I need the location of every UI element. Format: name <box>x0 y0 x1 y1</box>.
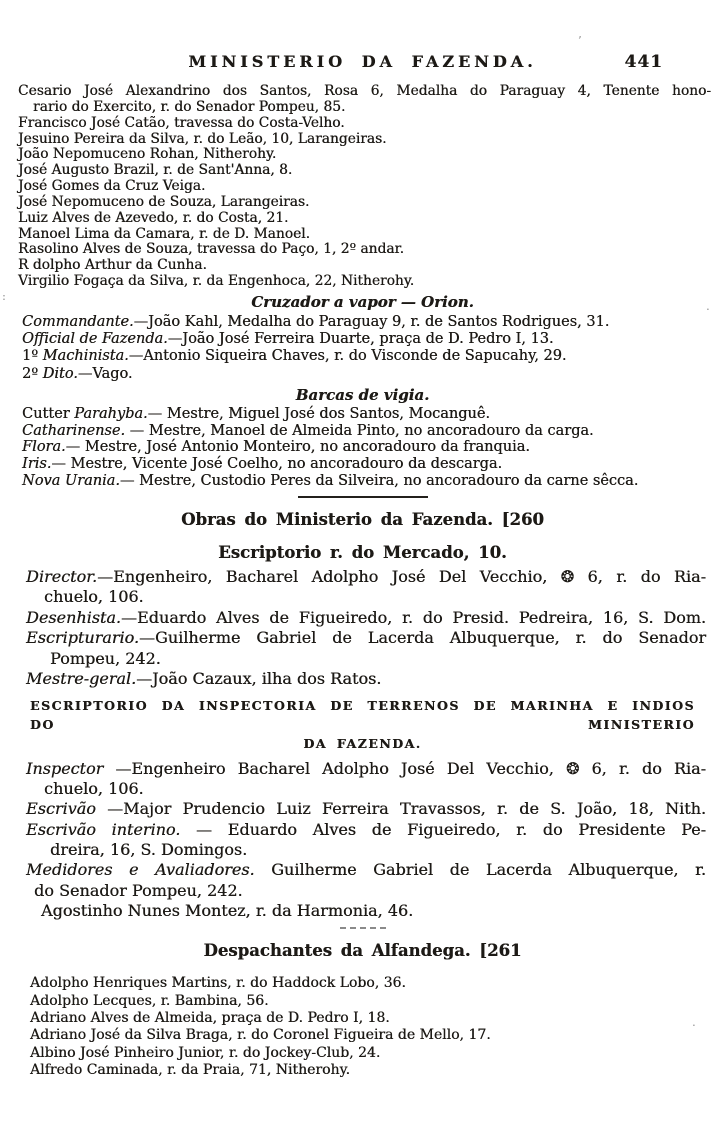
entry-role: Escrivão <box>26 799 108 819</box>
list-item <box>33 100 711 116</box>
list-item <box>30 1010 711 1027</box>
entry-boat-name: Nova Urania. <box>22 472 120 489</box>
entry-text: José Nepomuceno de Souza, Larangeiras. <box>18 193 310 210</box>
entry-text: — Mestre, Vicente José Coelho, no ancoradouro da descarga. <box>51 456 503 473</box>
functionaries-list <box>0 84 725 290</box>
entry-text: —Engenheiro, Bacharel Adolpho José Del Vecchio, ❂ 6, r. do Ria- <box>97 566 706 586</box>
list-item <box>26 860 706 880</box>
list-item <box>18 195 711 211</box>
page-number: 441 <box>624 52 663 72</box>
scan-artifact: : <box>2 290 6 303</box>
list-item <box>50 840 706 860</box>
list-item <box>18 258 711 274</box>
list-item <box>26 608 706 629</box>
entry-text: Albino José Pinheiro Junior, r. do Jockey-Club, 24. <box>30 1044 381 1061</box>
entry-role: Dito. <box>42 365 78 382</box>
list-item <box>22 406 711 423</box>
barcas-list <box>0 406 725 490</box>
list-item <box>18 211 711 227</box>
list-item <box>30 975 711 992</box>
entry-text: — Mestre, Custodio Peres da Silveira, no ancoradouro da carne sêcca. <box>119 472 639 489</box>
entry-text: Adriano Alves de Almeida, praça de D. Pedro I, 18. <box>30 1009 390 1026</box>
list-item <box>41 901 706 921</box>
entry-text: —Eduardo Alves de Figueiredo, r. do Presid. Pedreira, 16, S. Dom. <box>120 607 706 627</box>
list-item <box>22 439 711 456</box>
entry-text: José Augusto Brazil, r. de Sant'Anna, 8. <box>18 162 293 179</box>
list-item <box>44 587 706 608</box>
list-item <box>30 993 711 1010</box>
list-item <box>30 1062 711 1079</box>
scan-artifact: . <box>692 1016 696 1029</box>
entry-role: Official de Fazenda. <box>22 331 168 348</box>
entry-text: do Senador Pompeu, 242. <box>34 880 243 900</box>
entry-prefix: Cutter <box>22 405 75 422</box>
section-heading-despachantes: Despachantes da Alfandega. [261 <box>203 941 522 961</box>
list-item <box>30 1027 711 1044</box>
list-item <box>22 366 711 383</box>
list-item <box>18 163 711 179</box>
list-item <box>18 84 711 100</box>
list-item <box>18 227 711 243</box>
entry-role: Escripturario. <box>26 628 139 648</box>
heading-line: DA FAZENDA. <box>303 735 422 751</box>
entry-prefix: 2º <box>22 365 43 382</box>
list-item <box>26 820 706 840</box>
entry-role: Director. <box>26 566 98 586</box>
list-item <box>22 331 711 348</box>
entry-text: chuelo, 106. <box>44 779 144 799</box>
list-item <box>22 473 711 490</box>
inspectoria-list <box>0 759 725 921</box>
obras-list <box>0 567 725 690</box>
entry-text: Adriano José da Silva Braga, r. do Coronel Figueira de Mello, 17. <box>30 1027 491 1044</box>
entry-text: —Guilherme Gabriel de Lacerda Albuquerque, r. do Senador <box>138 628 706 648</box>
scan-artifact: ’ <box>578 34 582 47</box>
entry-text: — Mestre, Manoel de Almeida Pinto, no ancoradouro da carga. <box>125 422 594 439</box>
entry-text: Adolpho Henriques Martins, r. do Haddock Lobo, 36. <box>30 975 406 992</box>
entry-text: dreira, 16, S. Domingos. <box>50 839 248 859</box>
entry-text: Guilherme Gabriel de Lacerda Albuquerque, r. <box>254 860 706 880</box>
list-item <box>26 799 706 819</box>
entry-text: Rasolino Alves de Souza, travessa do Paço, 1, 2º andar. <box>18 241 404 258</box>
entry-text: chuelo, 106. <box>44 587 144 607</box>
list-item <box>18 116 711 132</box>
entry-text: —Antonio Siqueira Chaves, r. do Visconde de Sapucahy, 29. <box>128 348 567 365</box>
section-heading-cruzador: Cruzador a vapor — Orion. <box>251 292 474 311</box>
entry-boat-name: Parahyba. <box>74 405 148 422</box>
entry-text: R dolpho Arthur da Cunha. <box>18 257 207 274</box>
section-divider <box>298 496 428 498</box>
entry-text: Luiz Alves de Azevedo, r. do Costa, 21. <box>18 209 289 226</box>
entry-text: Alfredo Caminada, r. da Praia, 71, Nitherohy. <box>30 1062 350 1079</box>
entry-text: João Nepomuceno Rohan, Nitherohy. <box>18 146 277 163</box>
list-item <box>22 348 711 365</box>
entry-boat-name: Iris. <box>22 456 52 473</box>
list-item <box>22 314 711 331</box>
entry-text: — Mestre, Miguel José dos Santos, Mocanguê. <box>147 405 490 422</box>
list-item <box>22 423 711 440</box>
entry-boat-name: Flora. <box>22 439 66 456</box>
section-subheading-escriptorio: Escriptorio r. do Mercado, 10. <box>218 542 507 562</box>
section-heading-inspectoria <box>0 696 725 753</box>
entry-text: —João Kahl, Medalha do Paraguay 9, r. de Santos Rodrigues, 31. <box>133 313 610 330</box>
entry-text: Cesario José Alexandrino dos Santos, Rosa 6, Medalha do Paraguay 4, Tenente hono- <box>18 83 711 99</box>
entry-role: Desenhista. <box>26 607 121 627</box>
list-item <box>26 628 706 649</box>
running-head <box>0 52 725 74</box>
list-item <box>34 881 706 901</box>
entry-text: —Vago. <box>77 365 133 382</box>
scan-artifact: . <box>706 300 710 313</box>
entry-text: Jesuino Pereira da Silva, r. do Leão, 10, Larangeiras. <box>18 130 387 147</box>
list-item <box>26 669 706 690</box>
list-item <box>50 649 706 670</box>
entry-role: Inspector <box>26 758 116 778</box>
entry-role: Mestre-geral. <box>26 669 137 689</box>
entry-text: — Mestre, José Antonio Monteiro, no ancoradouro da franquia. <box>65 439 530 456</box>
list-item <box>44 779 706 799</box>
section-divider-dashed <box>340 927 386 929</box>
entry-text: Virgilio Fogaça da Silva, r. da Engenhoca, 22, Nitherohy. <box>18 273 415 290</box>
list-item <box>30 1045 711 1062</box>
entry-text: —João Cazaux, ilha dos Ratos. <box>136 669 382 689</box>
entry-boat-name: Catharinense. <box>22 422 126 439</box>
entry-text: Manoel Lima da Camara, r. de D. Manoel. <box>18 225 310 242</box>
list-item <box>18 147 711 163</box>
cruzador-list <box>0 314 725 383</box>
list-item <box>26 759 706 779</box>
despachantes-list <box>0 975 725 1079</box>
list-item <box>26 567 706 588</box>
list-item <box>22 456 711 473</box>
entry-role: Machinista. <box>42 348 129 365</box>
entry-role: Medidores e Avaliadores. <box>26 860 255 880</box>
section-heading-barcas: Barcas de vigia. <box>295 385 430 404</box>
entry-text: José Gomes da Cruz Veiga. <box>18 178 206 195</box>
entry-text: —João José Ferreira Duarte, praça de D. Pedro I, 13. <box>167 331 554 348</box>
list-item <box>18 242 711 258</box>
entry-text: —Major Prudencio Luiz Ferreira Travassos, r. de S. João, 18, Nith. <box>107 799 706 819</box>
entry-text: Agostinho Nunes Montez, r. da Harmonia, 46. <box>41 900 414 920</box>
page-title: MINISTERIO DA FAZENDA. <box>188 52 537 71</box>
entry-text: —Engenheiro Bacharel Adolpho José Del Vecchio, ❂ 6, r. do Ria- <box>115 758 706 778</box>
entry-text: Francisco José Catão, travessa do Costa-Velho. <box>18 114 345 131</box>
entry-role: Commandante. <box>22 313 134 330</box>
entry-text: Pompeu, 242. <box>50 648 161 668</box>
entry-text: rario do Exercito, r. do Senador Pompeu, 85. <box>33 98 346 115</box>
entry-text: — Eduardo Alves de Figueiredo, r. do Presidente Pe- <box>180 819 706 839</box>
list-item <box>18 274 711 290</box>
section-heading-obras: Obras do Ministerio da Fazenda. [260 <box>181 509 544 529</box>
entry-role: Escrivão interino. <box>26 819 181 839</box>
entry-prefix: 1º <box>22 348 43 365</box>
heading-line: ESCRIPTORIO DA INSPECTORIA DE TERRENOS DE MARINHA E INDIOS DO MINISTERIO <box>30 697 695 732</box>
entry-text: Adolpho Lecques, r. Bambina, 56. <box>30 992 269 1009</box>
list-item <box>18 179 711 195</box>
list-item <box>18 132 711 148</box>
